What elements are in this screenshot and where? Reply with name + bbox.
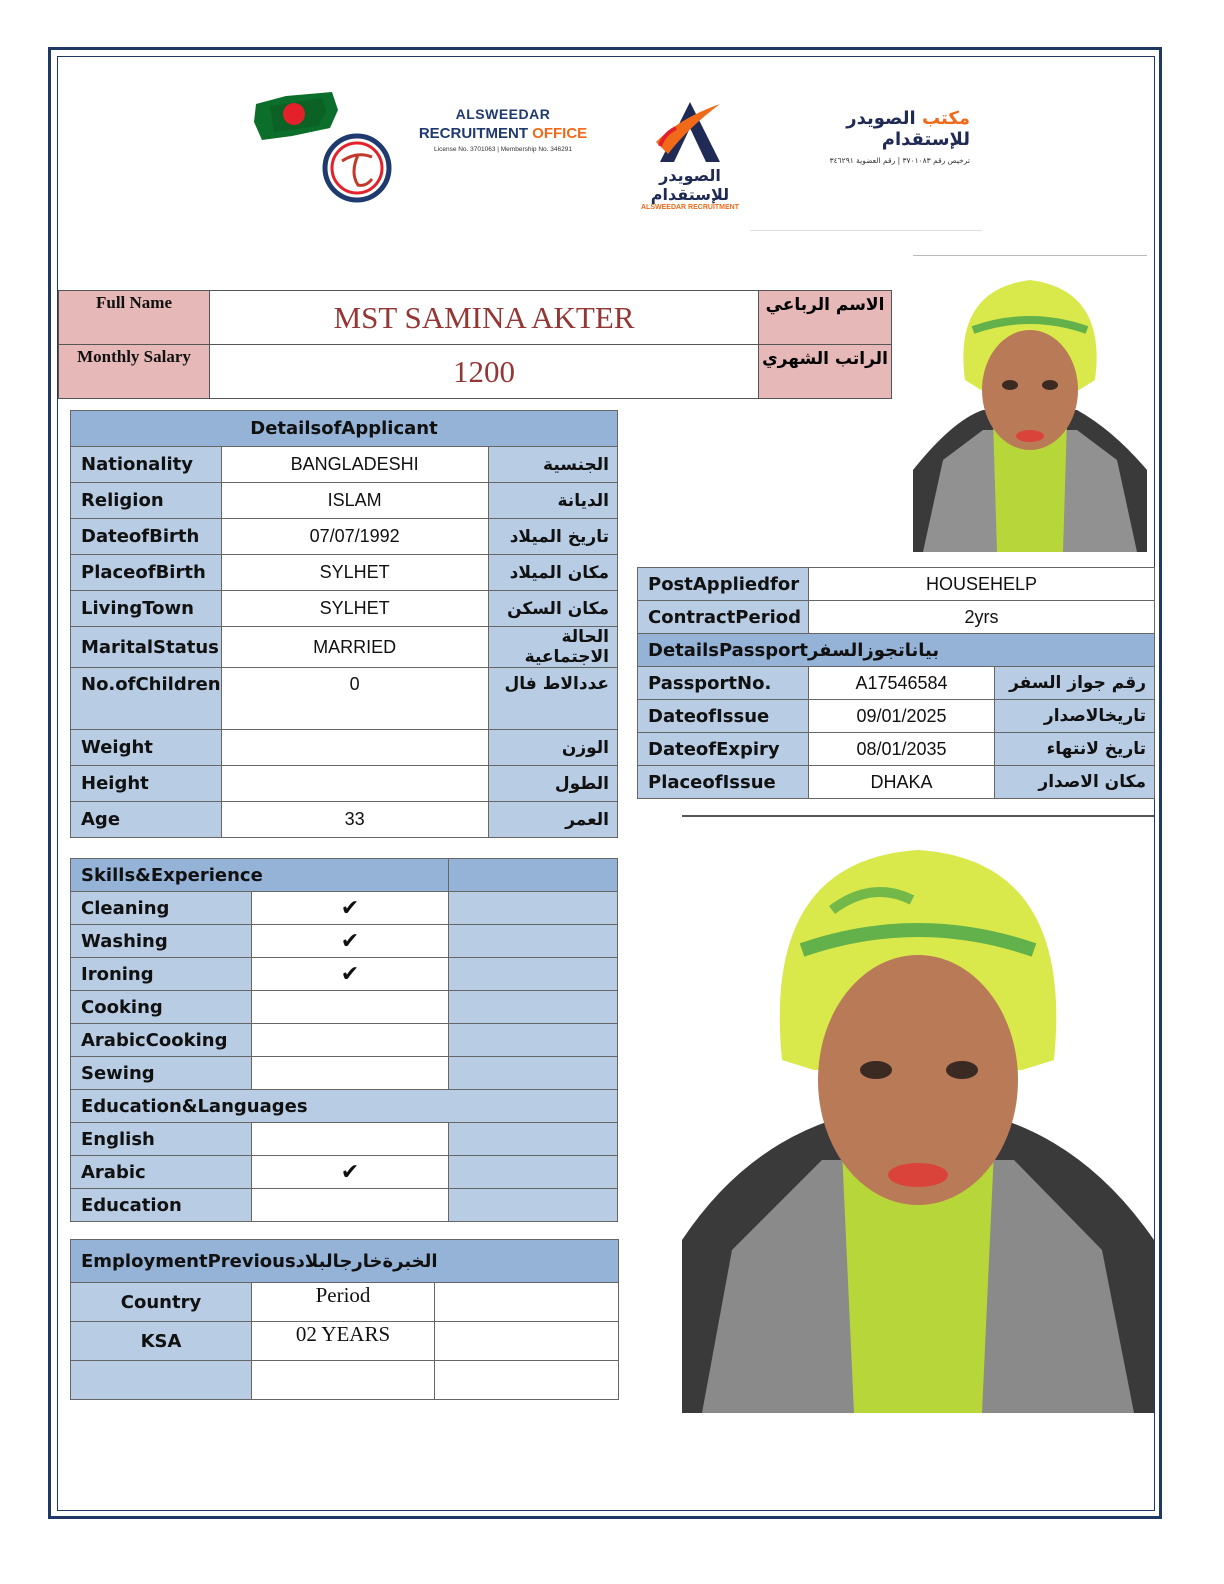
identity-table xyxy=(58,290,892,399)
alsweedar-a-logo-icon xyxy=(650,98,730,168)
table-row xyxy=(71,991,618,1024)
divider xyxy=(913,255,1147,256)
post-applied-value: HOUSEHELP xyxy=(809,568,1155,601)
table-row xyxy=(71,802,618,838)
row-value: 07/07/1992 xyxy=(221,519,488,555)
arabic-brand-line-1: مكتب الصويدر للإستقدام xyxy=(846,108,970,150)
applicant-details-table xyxy=(70,410,618,838)
table-row xyxy=(71,555,618,591)
row-label-ar: الجنسية xyxy=(488,447,617,483)
row-label-ar: تاريخ لانتهاء xyxy=(995,733,1155,766)
row-value xyxy=(221,766,488,802)
row-label: PassportNo. xyxy=(638,667,809,700)
skill-label: English xyxy=(71,1123,252,1156)
applicant-photo-large xyxy=(682,820,1154,1413)
brand-license-line: License No. 3701063 | Membership No. 346291 xyxy=(434,146,572,153)
table-row xyxy=(638,700,1155,733)
period-header: Period xyxy=(252,1283,435,1322)
row-label: PlaceofBirth xyxy=(71,555,222,591)
row-label: DateofIssue xyxy=(638,700,809,733)
row-value: 0 xyxy=(221,668,488,730)
row-label: DateofExpiry xyxy=(638,733,809,766)
row-value xyxy=(221,730,488,766)
table-row xyxy=(71,958,618,991)
table-row xyxy=(71,668,618,730)
company-emblem-icon xyxy=(320,133,394,203)
salary-label: Monthly Salary xyxy=(59,345,210,399)
skill-extra xyxy=(448,1057,617,1090)
country-header: Country xyxy=(71,1283,252,1322)
brand-line-1: ALSWEEDAR xyxy=(455,106,551,122)
row-value: MARRIED xyxy=(221,627,488,668)
table-row xyxy=(638,601,1155,634)
table-row xyxy=(71,766,618,802)
post-passport-table xyxy=(637,567,1155,799)
full-name-row xyxy=(59,291,892,345)
salary-row xyxy=(59,345,892,399)
skills-title-blank xyxy=(448,859,617,892)
row-label-ar: الطول xyxy=(488,766,617,802)
table-row xyxy=(71,447,618,483)
row-label: PlaceofIssue xyxy=(638,766,809,799)
table-row xyxy=(71,925,618,958)
arabic-center-logo-text xyxy=(620,166,760,211)
table-row xyxy=(71,1283,619,1322)
arabic-center-line-1: الصويدر للإستقدام xyxy=(650,166,730,204)
row-value: SYLHET xyxy=(221,555,488,591)
blank-cell xyxy=(435,1322,619,1361)
full-name-label-ar: الاسم الرباعي xyxy=(759,291,892,345)
contract-period-value: 2yrs xyxy=(809,601,1155,634)
checkmark-icon xyxy=(252,1123,448,1156)
row-value: DHAKA xyxy=(809,766,995,799)
checkmark-icon: ✔ xyxy=(252,892,448,925)
table-row xyxy=(71,519,618,555)
row-label-ar: رقم جواز السفر xyxy=(995,667,1155,700)
salary-label-ar: الراتب الشهري xyxy=(759,345,892,399)
row-label-ar: الوزن xyxy=(488,730,617,766)
divider xyxy=(750,230,982,231)
row-label-ar: عددالاط فال xyxy=(488,668,617,730)
blank-cell xyxy=(71,1361,252,1400)
table-row xyxy=(71,1189,618,1222)
arabic-center-line-2: ALSWEEDAR RECRUITMENT xyxy=(641,204,739,211)
table-row xyxy=(71,892,618,925)
row-label-ar: مكان الاصدار xyxy=(995,766,1155,799)
table-row xyxy=(71,1024,618,1057)
skill-label: Education xyxy=(71,1189,252,1222)
row-value: A17546584 xyxy=(809,667,995,700)
salary-value: 1200 xyxy=(210,345,759,399)
full-name-value: MST SAMINA AKTER xyxy=(210,291,759,345)
table-row xyxy=(638,568,1155,601)
checkmark-icon xyxy=(252,991,448,1024)
table-row xyxy=(638,733,1155,766)
checkmark-icon: ✔ xyxy=(252,925,448,958)
skill-extra xyxy=(448,958,617,991)
row-label-ar: الحالة الاجتماعية xyxy=(488,627,617,668)
post-applied-label: PostAppliedfor xyxy=(638,568,809,601)
skill-extra xyxy=(448,892,617,925)
arabic-brand-line-2: ترخيص رقم ٣٧٠١٠٨٣ | رقم العضوية ٣٤٦٢٩١ xyxy=(829,156,970,165)
skill-extra xyxy=(448,1024,617,1057)
blank-cell xyxy=(435,1361,619,1400)
table-row xyxy=(71,1156,618,1189)
education-title: Education&Languages xyxy=(71,1090,618,1123)
table-row xyxy=(71,627,618,668)
checkmark-icon: ✔ xyxy=(252,1156,448,1189)
brand-line-2: RECRUITMENT OFFICE xyxy=(418,125,588,142)
divider xyxy=(682,815,1154,817)
employment-country: KSA xyxy=(71,1322,252,1361)
skill-label: Arabic xyxy=(71,1156,252,1189)
checkmark-icon xyxy=(252,1024,448,1057)
table-row xyxy=(71,730,618,766)
applicant-details-title: DetailsofApplicant xyxy=(71,411,618,447)
row-value: 33 xyxy=(221,802,488,838)
table-row xyxy=(71,483,618,519)
contract-period-label: ContractPeriod xyxy=(638,601,809,634)
skill-label: ArabicCooking xyxy=(71,1024,252,1057)
row-label-ar: تاريخالاصدار xyxy=(995,700,1155,733)
blank-cell xyxy=(435,1283,619,1322)
english-brand-logo xyxy=(418,106,588,153)
skill-extra xyxy=(448,1156,617,1189)
table-row xyxy=(71,1322,619,1361)
table-row xyxy=(638,766,1155,799)
table-row xyxy=(71,1361,619,1400)
skills-table xyxy=(70,858,618,1222)
applicant-photo-small xyxy=(913,270,1147,552)
row-value: SYLHET xyxy=(221,591,488,627)
row-value: 09/01/2025 xyxy=(809,700,995,733)
table-row xyxy=(71,591,618,627)
skill-extra xyxy=(448,1123,617,1156)
row-label: Nationality xyxy=(71,447,222,483)
row-label: Height xyxy=(71,766,222,802)
skill-label: Washing xyxy=(71,925,252,958)
skill-label: Sewing xyxy=(71,1057,252,1090)
passport-details-title: DetailsPassportبياناتجوزالسفر xyxy=(638,634,1155,667)
row-value: ISLAM xyxy=(221,483,488,519)
table-row xyxy=(71,1057,618,1090)
full-name-label: Full Name xyxy=(59,291,210,345)
skill-extra xyxy=(448,925,617,958)
row-label-ar: الديانة xyxy=(488,483,617,519)
applicant-portrait-image xyxy=(682,820,1154,1413)
skill-label: Ironing xyxy=(71,958,252,991)
row-label: MaritalStatus xyxy=(71,627,222,668)
employment-table xyxy=(70,1239,619,1400)
row-label: LivingTown xyxy=(71,591,222,627)
skill-extra xyxy=(448,1189,617,1222)
row-label: Weight xyxy=(71,730,222,766)
checkmark-icon xyxy=(252,1189,448,1222)
table-row xyxy=(638,667,1155,700)
row-label: DateofBirth xyxy=(71,519,222,555)
blank-cell xyxy=(252,1361,435,1400)
row-label: No.ofChildren xyxy=(71,668,222,730)
employment-title: EmploymentPreviousالخبرةخارجالبلاد xyxy=(71,1240,619,1283)
row-label-ar: العمر xyxy=(488,802,617,838)
row-value: BANGLADESHI xyxy=(221,447,488,483)
row-label: Religion xyxy=(71,483,222,519)
checkmark-icon xyxy=(252,1057,448,1090)
row-label-ar: مكان السكن xyxy=(488,591,617,627)
row-label-ar: مكان الميلاد xyxy=(488,555,617,591)
skills-title: Skills&Experience xyxy=(71,859,449,892)
skill-label: Cleaning xyxy=(71,892,252,925)
skill-label: Cooking xyxy=(71,991,252,1024)
employment-period: 02 YEARS xyxy=(252,1322,435,1361)
row-value: 08/01/2035 xyxy=(809,733,995,766)
checkmark-icon: ✔ xyxy=(252,958,448,991)
row-label: Age xyxy=(71,802,222,838)
arabic-brand-logo xyxy=(760,108,970,165)
skill-extra xyxy=(448,991,617,1024)
applicant-portrait-image xyxy=(913,270,1147,552)
row-label-ar: تاريخ الميلاد xyxy=(488,519,617,555)
table-row xyxy=(71,1123,618,1156)
